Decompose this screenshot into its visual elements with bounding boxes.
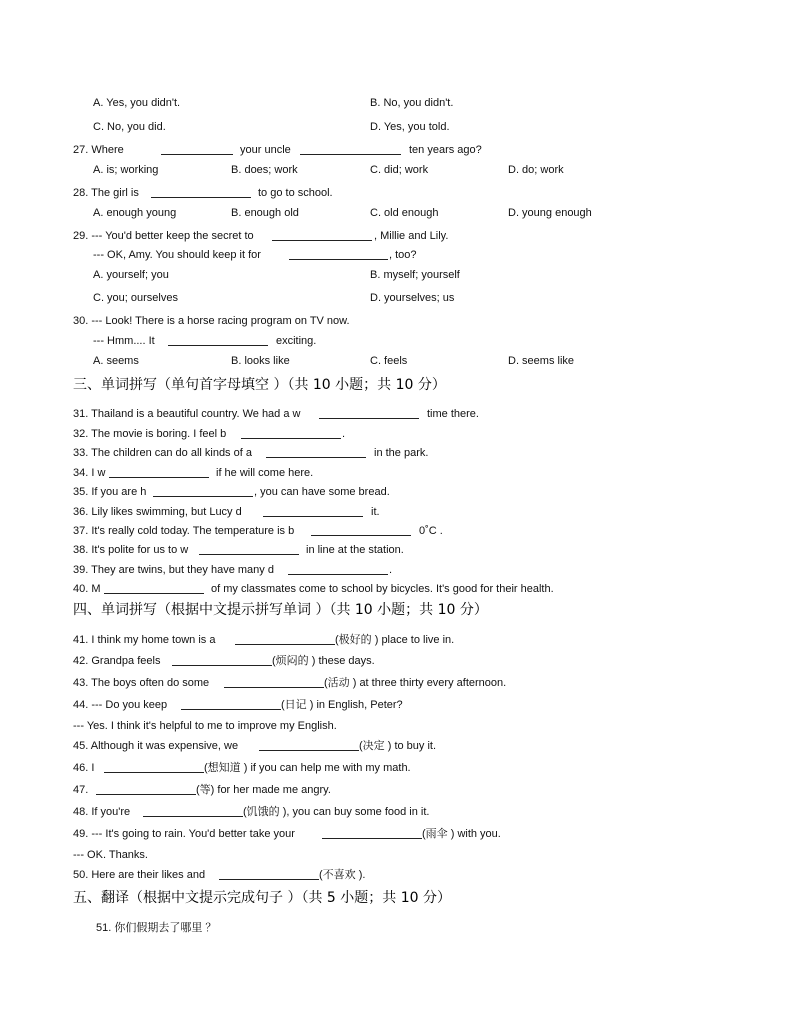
q49-reply-text: --- OK. Thanks. xyxy=(73,849,148,861)
q40-before-blank: 40. M xyxy=(73,583,101,595)
q37 xyxy=(0,524,794,538)
section-5-heading: 五、翻译（根据中文提示完成句子 ）（共 5 小题；共 10 分） xyxy=(73,890,451,906)
q29-reply-part-1: --- OK, Amy. You should keep it for xyxy=(93,249,261,261)
answer-blank xyxy=(289,259,388,260)
q49 xyxy=(0,827,794,841)
q28-stem-part-1: 28. The girl is xyxy=(73,187,139,199)
answer-blank xyxy=(96,794,196,795)
answer-blank xyxy=(181,709,281,710)
q28-options xyxy=(0,206,794,220)
q38 xyxy=(0,543,794,557)
q28-stem xyxy=(0,186,794,200)
q26-option-d: D. Yes, you told. xyxy=(370,121,450,133)
answer-blank xyxy=(172,665,272,666)
q42-after-blank: (烦闷的 ) these days. xyxy=(272,655,375,667)
q47 xyxy=(0,783,794,797)
q27-stem-part-2: your uncle xyxy=(240,144,291,156)
q27-option-c: C. did; work xyxy=(370,164,429,176)
answer-blank xyxy=(272,240,372,241)
q44-reply-text: --- Yes. I think it's helpful to me to improve my English. xyxy=(73,720,337,732)
answer-blank xyxy=(235,644,335,645)
q35-after-blank: , you can have some bread. xyxy=(254,486,390,498)
q29-option-d: D. yourselves; us xyxy=(370,292,455,304)
q40 xyxy=(0,582,794,596)
q46-before-blank: 46. I xyxy=(73,762,95,774)
answer-blank xyxy=(104,593,204,594)
q38-after-blank: in line at the station. xyxy=(306,544,404,556)
answer-blank xyxy=(151,197,251,198)
q39-after-blank: . xyxy=(389,564,393,576)
q29-options-row-1 xyxy=(0,268,794,282)
q51-text: 51. 你们假期去了哪里 ？ xyxy=(96,922,217,934)
q34 xyxy=(0,466,794,480)
q44-reply xyxy=(0,719,794,733)
q39 xyxy=(0,563,794,577)
q29-option-b: B. myself; yourself xyxy=(370,269,460,281)
q27-stem xyxy=(0,143,794,157)
answer-blank xyxy=(219,879,319,880)
answer-blank xyxy=(288,574,388,575)
q28-option-b: B. enough old xyxy=(231,207,299,219)
q26-options-row-1 xyxy=(0,96,794,110)
q31-before-blank: 31. Thailand is a beautiful country. We had a w xyxy=(73,408,301,420)
q48-after-blank: (饥饿的 ), you can buy some food in it. xyxy=(243,806,430,818)
q43-before-blank: 43. The boys often do some xyxy=(73,677,210,689)
q30-reply-part-1: --- Hmm.... It xyxy=(93,335,155,347)
q46-after-blank: (想知道 ) if you can help me with my math. xyxy=(204,762,411,774)
q50 xyxy=(0,868,794,882)
q51 xyxy=(0,921,794,935)
q45-after-blank: (决定 ) to buy it. xyxy=(359,740,437,752)
q26-option-b: B. No, you didn't. xyxy=(370,97,454,109)
q47-after-blank: (等) for her made me angry. xyxy=(196,784,331,796)
q30-option-a: A. seems xyxy=(93,355,139,367)
q35 xyxy=(0,485,794,499)
q29-stem-part-1: 29. --- You'd better keep the secret to xyxy=(73,230,254,242)
q27-option-d: D. do; work xyxy=(508,164,564,176)
q27-option-a: A. is; working xyxy=(93,164,159,176)
q42-before-blank: 42. Grandpa feels xyxy=(73,655,161,667)
q33 xyxy=(0,446,794,460)
q31 xyxy=(0,407,794,421)
answer-blank xyxy=(266,457,366,458)
q29-reply-part-2: , too? xyxy=(389,249,417,261)
q33-after-blank: in the park. xyxy=(374,447,429,459)
section-4-heading: 四、单词拼写（根据中文提示拼写单词 ）（共 10 小题；共 10 分） xyxy=(73,602,488,618)
q26-option-c: C. No, you did. xyxy=(93,121,166,133)
q32-before-blank: 32. The movie is boring. I feel b xyxy=(73,428,227,440)
answer-blank xyxy=(161,154,233,155)
q30-options xyxy=(0,354,794,368)
answer-blank xyxy=(199,554,299,555)
q44-after-blank: (日记 ) in English, Peter? xyxy=(281,699,403,711)
q30-option-c: C. feels xyxy=(370,355,408,367)
q29-stem-part-2: , Millie and Lily. xyxy=(374,230,449,242)
q26-options-row-2 xyxy=(0,120,794,134)
q26-option-a: A. Yes, you didn't. xyxy=(93,97,181,109)
q27-stem-part-1: 27. Where xyxy=(73,144,124,156)
q29-option-a: A. yourself; you xyxy=(93,269,169,281)
q34-after-blank: if he will come here. xyxy=(216,467,314,479)
answer-blank xyxy=(259,750,359,751)
q49-reply xyxy=(0,848,794,862)
q29-stem xyxy=(0,229,794,243)
q30-option-d: D. seems like xyxy=(508,355,575,367)
q34-before-blank: 34. I w xyxy=(73,467,106,479)
q32 xyxy=(0,427,794,441)
answer-blank xyxy=(153,496,253,497)
q41-before-blank: 41. I think my home town is a xyxy=(73,634,216,646)
q40-after-blank: of my classmates come to school by bicycles. It's good for their health. xyxy=(211,583,554,595)
q30-reply xyxy=(0,334,794,348)
answer-blank xyxy=(319,418,419,419)
answer-blank xyxy=(224,687,324,688)
q28-option-c: C. old enough xyxy=(370,207,439,219)
q49-before-blank: 49. --- It's going to rain. You'd better take your xyxy=(73,828,295,840)
answer-blank xyxy=(241,438,341,439)
q30-stem-text: 30. --- Look! There is a horse racing program on TV now. xyxy=(73,315,350,327)
q44-before-blank: 44. --- Do you keep xyxy=(73,699,168,711)
q44 xyxy=(0,698,794,712)
q28-stem-part-2: to go to school. xyxy=(258,187,333,199)
answer-blank xyxy=(109,477,209,478)
q29-options-row-2 xyxy=(0,291,794,305)
answer-blank xyxy=(300,154,401,155)
q30-reply-part-2: exciting. xyxy=(276,335,317,347)
q31-after-blank: time there. xyxy=(427,408,479,420)
answer-blank xyxy=(168,345,268,346)
q33-before-blank: 33. The children can do all kinds of a xyxy=(73,447,252,459)
q48 xyxy=(0,805,794,819)
q47-before-blank: 47. xyxy=(73,784,89,796)
q43 xyxy=(0,676,794,690)
q41-after-blank: (极好的 ) place to live in. xyxy=(335,634,455,646)
q38-before-blank: 38. It's polite for us to w xyxy=(73,544,189,556)
answer-blank xyxy=(143,816,243,817)
q28-option-a: A. enough young xyxy=(93,207,177,219)
q46 xyxy=(0,761,794,775)
section-3-heading: 三、单词拼写（单句首字母填空 ）（共 10 小题；共 10 分） xyxy=(73,377,446,393)
q42 xyxy=(0,654,794,668)
q29-option-c: C. you; ourselves xyxy=(93,292,178,304)
q30-stem xyxy=(0,314,794,328)
answer-blank xyxy=(263,516,363,517)
answer-blank xyxy=(322,838,422,839)
q27-stem-part-3: ten years ago? xyxy=(409,144,482,156)
q37-after-blank: 0˚C . xyxy=(419,525,443,537)
q36 xyxy=(0,505,794,519)
q39-before-blank: 39. They are twins, but they have many d xyxy=(73,564,274,576)
q27-option-b: B. does; work xyxy=(231,164,298,176)
q30-option-b: B. looks like xyxy=(231,355,290,367)
q41 xyxy=(0,633,794,647)
q50-after-blank: (不喜欢 ). xyxy=(319,869,366,881)
q35-before-blank: 35. If you are h xyxy=(73,486,147,498)
q28-option-d: D. young enough xyxy=(508,207,592,219)
q48-before-blank: 48. If you're xyxy=(73,806,131,818)
q43-after-blank: (活动 ) at three thirty every afternoon. xyxy=(324,677,507,689)
q27-options xyxy=(0,163,794,177)
q36-after-blank: it. xyxy=(371,506,380,518)
q37-before-blank: 37. It's really cold today. The temperature is b xyxy=(73,525,295,537)
q49-after-blank: (雨伞 ) with you. xyxy=(422,828,501,840)
answer-blank xyxy=(104,772,204,773)
q50-before-blank: 50. Here are their likes and xyxy=(73,869,206,881)
q36-before-blank: 36. Lily likes swimming, but Lucy d xyxy=(73,506,242,518)
q29-reply xyxy=(0,248,794,262)
q45 xyxy=(0,739,794,753)
answer-blank xyxy=(311,535,411,536)
q32-after-blank: . xyxy=(342,428,346,440)
q45-before-blank: 45. Although it was expensive, we xyxy=(73,740,239,752)
